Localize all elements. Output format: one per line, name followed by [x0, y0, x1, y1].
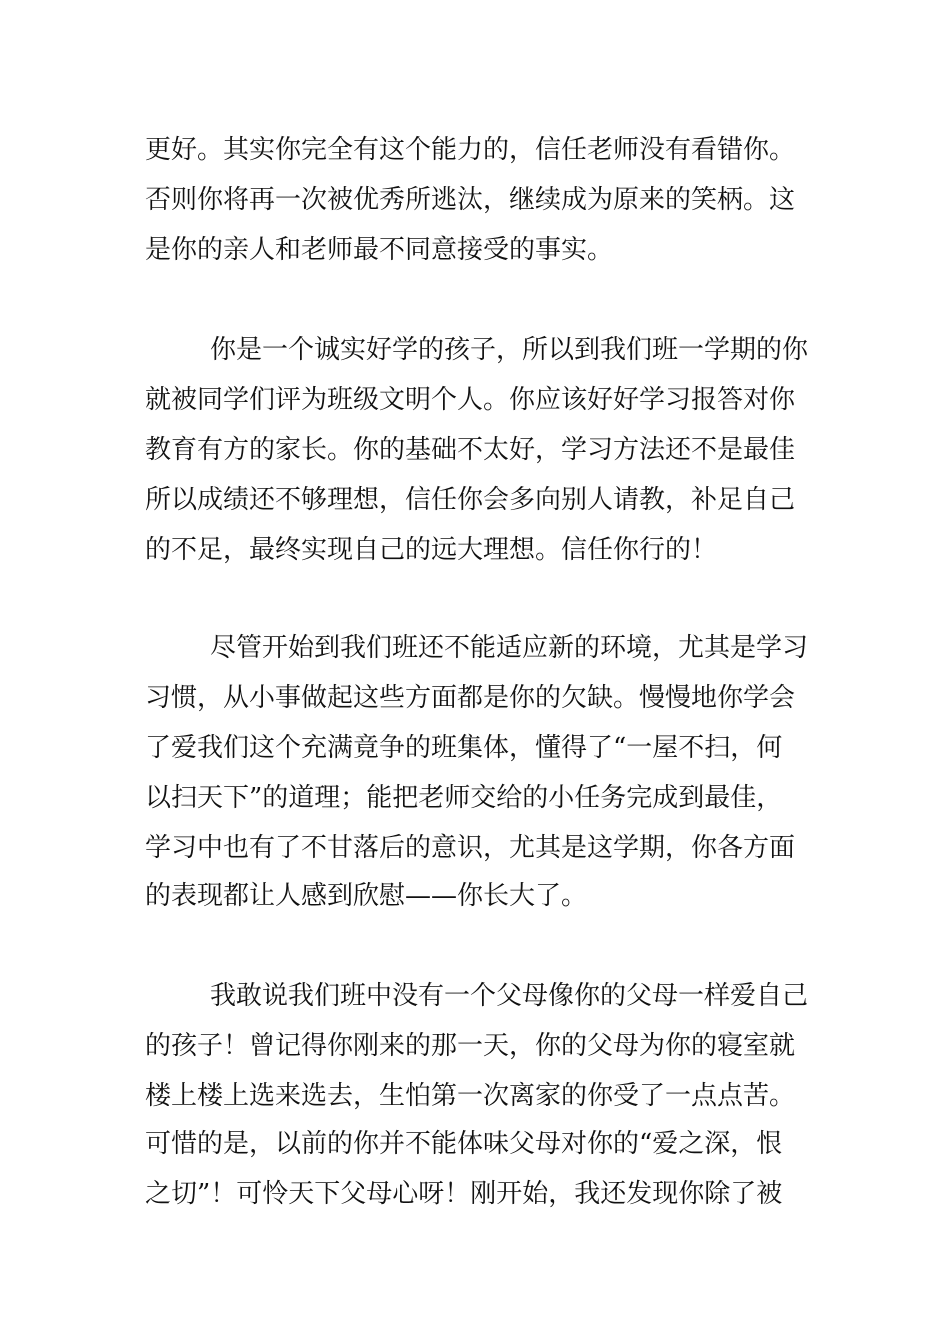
paragraph-4-line-1: 我敢说我们班中没有一个父母像你的父母一样爱自己 [210, 981, 809, 1011]
paragraph-4-line-5: 之切”！可怜天下父母心呀！刚开始，我还发现你除了被 [145, 1179, 783, 1209]
paragraph-1-line-1: 更好。其实你完全有这个能力的，信任老师没有看错你。 [145, 135, 796, 165]
paragraph-3-line-2: 习惯，从小事做起这些方面都是你的欠缺。慢慢地你学会 [145, 683, 796, 713]
paragraph-3-line-6: 的表现都让人感到欣慰——你长大了。 [145, 881, 588, 911]
paragraph-2-line-4: 所以成绩还不够理想，信任你会多向别人请教，补足自己 [145, 485, 796, 515]
paragraph-3-line-4: 以扫天下”的道理；能把老师交给的小任务完成到最佳， [145, 783, 783, 813]
paragraph-1-line-2: 否则你将再一次被优秀所逃汰，继续成为原来的笑柄。这 [145, 185, 796, 215]
paragraph-3-line-3: 了爱我们这个充满竟争的班集体，懂得了“一屋不扫，何 [145, 733, 783, 763]
paragraph-3-line-5: 学习中也有了不甘落后的意识，尤其是这学期，你各方面 [145, 833, 796, 863]
paragraph-2-line-1: 你是一个诚实好学的孩子，所以到我们班一学期的你 [210, 335, 809, 365]
paragraph-4-line-3: 楼上楼上选来选去，生怕第一次离家的你受了一点点苦。 [145, 1081, 796, 1111]
paragraph-4-line-2: 的孩子！曾记得你刚来的那一天，你的父母为你的寝室就 [145, 1031, 796, 1061]
paragraph-4-line-4: 可惜的是，以前的你并不能体味父母对你的“爱之深，恨 [145, 1129, 783, 1159]
paragraph-3-line-1: 尽管开始到我们班还不能适应新的环境，尤其是学习 [210, 633, 809, 663]
paragraph-2-line-2: 就被同学们评为班级文明个人。你应该好好学习报答对你 [145, 385, 796, 415]
paragraph-1-line-3: 是你的亲人和老师最不同意接受的事实。 [145, 235, 614, 265]
paragraph-2-line-3: 教育有方的家长。你的基础不太好，学习方法还不是最佳 [145, 435, 796, 465]
paragraph-2-line-5: 的不足，最终实现自己的远大理想。信任你行的！ [145, 535, 718, 565]
